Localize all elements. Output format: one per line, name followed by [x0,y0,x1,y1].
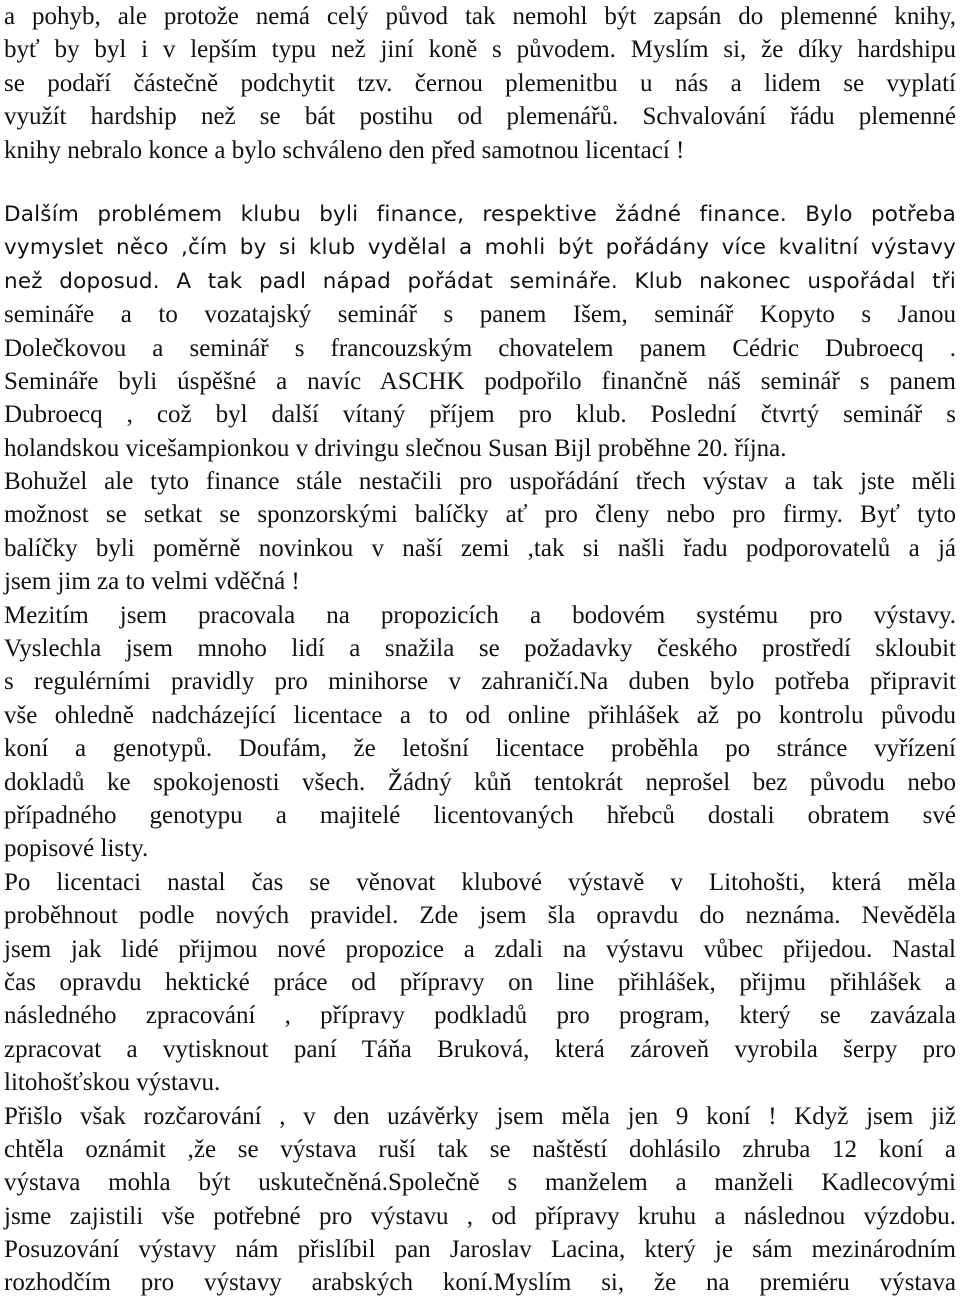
text-line: a pohyb, ale protože nemá celý původ tak nemohl být zapsán do plemenné knihy, [4,3,956,30]
text-line: proběhnout podle nových pravidel. Zde jsem šla opravdu do neznáma. Nevěděla [4,902,956,930]
paragraph-2 [4,198,956,1300]
text-line: s regulérními pravidly pro minihorse v zahraničí.Na duben bylo potřeba připravit [4,668,956,696]
text-line: využít hardship než se bát postihu od plemenářů. Schvalování řádu plemenné [4,103,956,131]
text-line: Dubroecq , což byl další vítaný příjem pro klub. Poslední čtvrtý seminář s [4,401,956,429]
text-line: Přišlo však rozčarování , v den uzávěrky jsem měla jen 9 koní ! Když jsem již [4,1102,956,1130]
text-line: jsem jim za to velmi vděčná ! [4,568,300,596]
text-line: knihy nebralo konce a bylo schváleno den před samotnou licentací ! [4,136,685,164]
text-line: koní a genotypů. Doufám, že letošní licentace proběhla po stránce vyřízení [4,735,956,763]
text-line: semináře a to vozatajský seminář s panem Išem, seminář Kopyto s Janou [4,301,956,329]
text-line: Dolečkovou a seminář s francouzským chovatelem panem Cédric Dubroecq . [4,334,956,362]
paragraph-1 [4,0,956,167]
text-line: výstava mohla být uskutečněná.Společně s manželem a manželi Kadlecovými [4,1169,956,1197]
text-line: Semináře byli úspěšné a navíc ASCHK podpořilo finančně náš seminář s panem [4,367,956,395]
text-line: vše ohledně nadcházející licentace a to od online přihlášek až po kontrolu původu [4,701,956,729]
text-line: holandskou vicešampionkou v drivingu slečnou Susan Bijl proběhne 20. října. [4,434,787,462]
text-line: chtěla oznámit ,že se výstava ruší tak se naštěstí dohlásilo zhruba 12 koní a [4,1135,956,1163]
text-line: následného zpracování , přípravy podkladů pro program, který se zavázala [4,1002,956,1030]
text-line: Po licentaci nastal čas se věnovat klubové výstavě v Litohošti, která měla [4,868,956,896]
text-line: Vyslechla jsem mnoho lidí a snažila se požadavky českého prostředí skloubit [4,635,956,663]
text-line: než doposud. A tak padl nápad pořádat semináře. Klub nakonec uspořádal tři [4,268,956,294]
text-line: Mezitím jsem pracovala na propozicích a bodovém systému pro výstavy. [4,601,956,629]
text-line: čas opravdu hektické práce od přípravy on line přihlášek, přijmu přihlášek a [4,968,956,996]
text-line: jsme zajistili vše potřebné pro výstavu , od přípravy kruhu a následnou výzdobu. [4,1202,956,1230]
text-line: možnost se setkat se sponzorskými balíčky ať pro členy nebo pro firmy. Byť tyto [4,501,956,529]
text-line: vymyslet něco ,čím by si klub vydělal a mohli být pořádány více kvalitní výstavy [4,235,956,261]
text-line: balíčky byli poměrně novinkou v naší zemi ,tak si našli řadu podporovatelů a já [4,534,956,562]
text-line: Posuzování výstavy nám přislíbil pan Jaroslav Lacina, který je sám mezinárodním [4,1236,956,1264]
text-line: jsem jak lidé přijmou nové propozice a zdali na výstavu vůbec přijedou. Nastal [4,935,956,963]
document-page [4,0,956,1300]
text-line: byť by byl i v lepším typu než jiní koně s původem. Myslím si, že díky hardshipu [4,36,956,64]
paragraph-gap [4,167,956,198]
text-line: případného genotypu a majitelé licentovaných hřebců dostali obratem své [4,801,956,829]
text-line: dokladů ke spokojenosti všech. Žádný kůň tentokrát neprošel bez původu nebo [4,768,956,796]
text-line: zpracovat a vytisknout paní Táňa Bruková, která zároveň vyrobila šerpy pro [4,1035,956,1063]
text-line: litohošťskou výstavu. [4,1069,221,1097]
text-line: se podaří částečně podchytit tzv. černou plemenitbu u nás a lidem se vyplatí [4,69,956,97]
text-line: rozhodčím pro výstavy arabských koní.Myslím si, že na premiéru výstava [4,1269,956,1297]
text-line: popisové listy. [4,835,149,863]
text-line: Dalším problémem klubu byli finance, respektive žádné finance. Bylo potřeba [4,201,956,227]
text-line: Bohužel ale tyto finance stále nestačili pro uspořádání třech výstav a tak jste měli [4,468,956,496]
